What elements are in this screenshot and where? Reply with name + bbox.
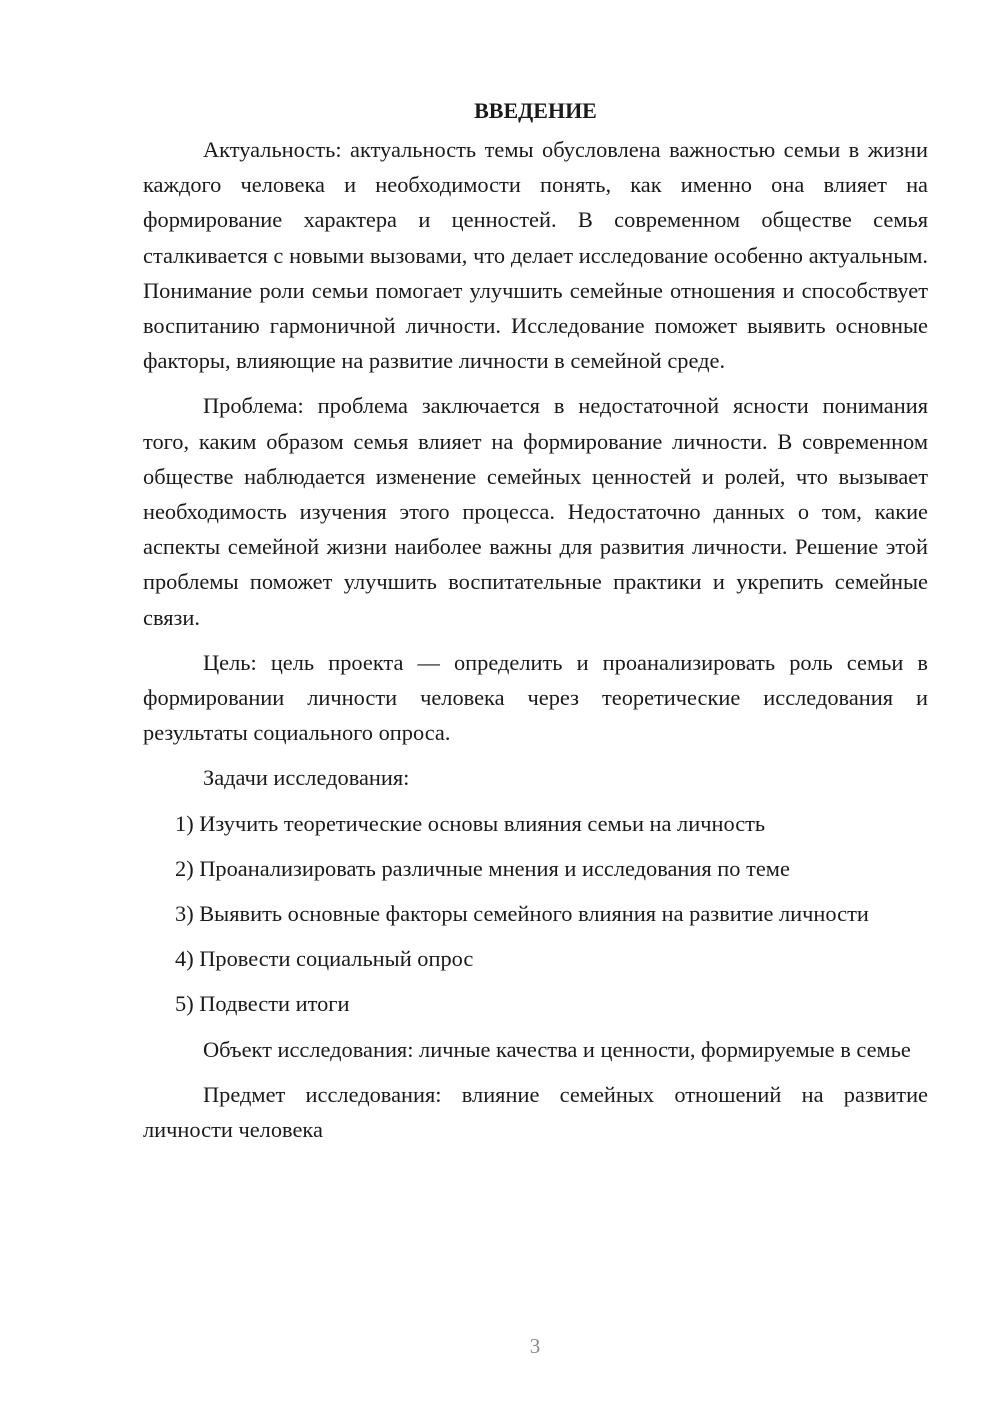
- task-item-2: 2) Проанализировать различные мнения и исследования по теме: [175, 855, 790, 881]
- task-item-1: 1) Изучить теоретические основы влияния семьи на личность: [175, 810, 766, 836]
- tasks-title: Задачи исследования:: [203, 765, 410, 791]
- page-number: 3: [529, 1334, 541, 1358]
- subject-paragraph: Предмет исследования: влияние семейных отношений на развитие личности человека: [143, 1081, 928, 1143]
- task-item-3: 3) Выявить основные факторы семейного влияния на развитие личности: [175, 901, 869, 927]
- relevance-paragraph: Актуальность: актуальность темы обусловлена важностью семьи в жизни каждого человека и необходимости понять, как именно она влияет на формирование характера и ценностей. В современном обществе семья сталкивается с новыми вызовами, что делает исследование особенно актуальным. Понимание роли семьи помогает улучшить семейные отношения и способствует воспитанию гармоничной личности. Исследование поможет выявить основные факторы, влияющие на развитие личности в семейной среде.: [143, 137, 928, 374]
- task-item-5: 5) Подвести итоги: [175, 991, 350, 1017]
- task-item-4: 4) Провести социальный опрос: [175, 946, 474, 972]
- object-paragraph: Объект исследования: личные качества и ценности, формируемые в семье: [203, 1036, 911, 1062]
- problem-paragraph: Проблема: проблема заключается в недостаточной ясности понимания того, каким образом семья влияет на формирование личности. В современном обществе наблюдается изменение семейных ценностей и ролей, что вызывает необходимость изучения этого процесса. Недостаточно данных о том, какие аспекты семейной жизни наиболее важны для развития личности. Решение этой проблемы поможет улучшить воспитательные практики и укрепить семейные связи.: [143, 393, 928, 630]
- goal-paragraph: Цель: цель проекта — определить и проанализировать роль семьи в формировании личности человека через теоретические исследования и результаты социального опроса.: [143, 649, 928, 746]
- section-heading: ВВЕДЕНИЕ: [474, 98, 597, 123]
- document-body: [143, 93, 928, 1157]
